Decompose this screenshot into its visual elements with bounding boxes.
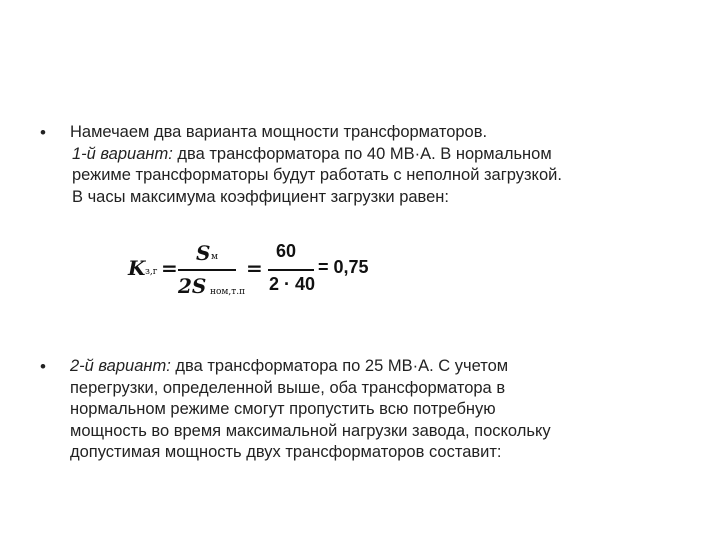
formula-equals: =: [246, 256, 263, 280]
formula-denominator-value: 2 · 40: [269, 274, 316, 294]
variant-label: 1-й вариант:: [72, 144, 173, 163]
text-segment: два трансформатора по 25 МВ·А. С учетом: [170, 357, 509, 375]
text-line: режиме трансформаторы будут работать с неполной загрузкой.: [72, 166, 562, 184]
formula-numerator-value: 60: [276, 241, 297, 261]
text-line: В часы максимума коэффициент загрузки равен:: [72, 187, 450, 206]
bullet-marker: •: [40, 123, 46, 142]
formula-numerator: S: [196, 241, 211, 265]
formula-denominator: 2S: [178, 274, 207, 298]
text-line: мощность во время максимальной нагрузки завода, поскольку: [70, 421, 551, 440]
text-line: допустимая мощность двух трансформаторов составит:: [70, 443, 502, 461]
text-line: нормальном режиме смогут пропустить всю потребную: [70, 400, 496, 418]
formula-result: = 0,75: [318, 257, 369, 277]
text-line: [70, 356, 670, 378]
bullet-marker: •: [40, 357, 46, 376]
fraction-bar: [268, 269, 314, 271]
load-factor-formula: [128, 238, 388, 308]
text-line: [70, 144, 670, 166]
variant-label: 2-й вариант:: [70, 357, 171, 375]
bullet-text: [70, 356, 670, 464]
formula-lhs-subscript: з,г: [145, 267, 158, 277]
formula-denominator-subscript: ном,т.п: [210, 287, 246, 297]
fraction-bar: [178, 269, 236, 271]
formula-lhs: K: [128, 256, 146, 280]
bullet-text: [70, 122, 670, 208]
text-line: перегрузки, определенной выше, оба трансформатора в: [70, 378, 506, 397]
text-line: Намечаем два варианта мощности трансформаторов.: [70, 123, 488, 141]
formula-numerator-subscript: м: [211, 252, 219, 262]
text-segment: два трансформатора по 40 МВ·А. В нормальном: [172, 144, 552, 163]
formula-equals: =: [161, 256, 178, 280]
